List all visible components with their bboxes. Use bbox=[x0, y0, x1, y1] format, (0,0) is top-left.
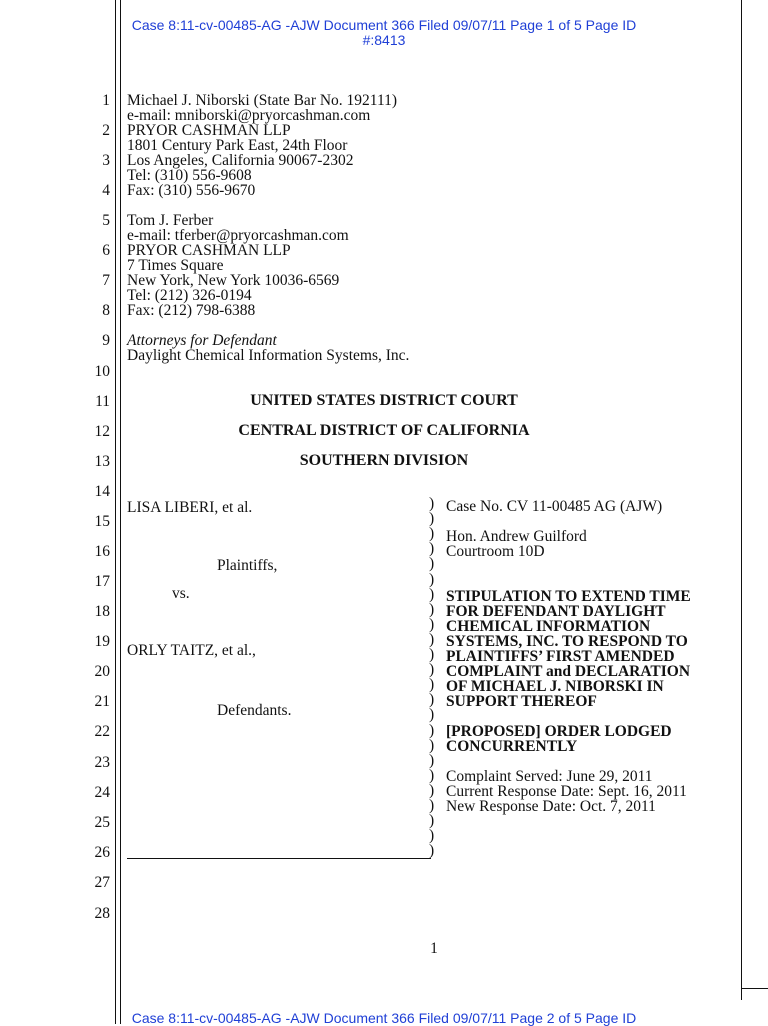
line-number: 11 bbox=[95, 393, 110, 410]
document-title-line-6: COMPLAINT and DECLARATION bbox=[446, 663, 691, 680]
caption-paren: ) bbox=[429, 601, 435, 618]
plaintiff-name: LISA LIBERI, et al. bbox=[127, 499, 253, 516]
document-title-line-1: STIPULATION TO EXTEND TIME bbox=[446, 588, 691, 605]
line-number: 27 bbox=[94, 874, 110, 891]
counsel2-line-6: Tel: (212) 326-0194 bbox=[127, 287, 252, 304]
counsel1-line-1: Michael J. Niborski (State Bar No. 192111) bbox=[127, 92, 398, 109]
page-number: 1 bbox=[430, 940, 438, 957]
caption-paren: ) bbox=[429, 782, 435, 799]
document-title-line-4: SYSTEMS, INC. TO RESPOND TO bbox=[446, 633, 688, 650]
filing-header-line2: #:8413 bbox=[362, 32, 406, 48]
caption-paren: ) bbox=[429, 571, 435, 588]
counsel2-line-4: 7 Times Square bbox=[127, 257, 224, 274]
line-number: 15 bbox=[94, 513, 110, 530]
line-number: 14 bbox=[94, 483, 110, 500]
page-break-mark bbox=[741, 988, 768, 989]
line-number: 22 bbox=[94, 723, 110, 740]
line-number: 26 bbox=[94, 844, 110, 861]
court-district: CENTRAL DISTRICT OF CALIFORNIA bbox=[238, 422, 530, 439]
caption-paren: ) bbox=[429, 510, 435, 527]
plaintiffs-label: Plaintiffs, bbox=[217, 557, 278, 574]
caption-paren: ) bbox=[429, 646, 435, 663]
line-number: 24 bbox=[94, 784, 110, 801]
counsel1-line-6: Tel: (310) 556-9608 bbox=[127, 167, 252, 184]
courtroom: Courtroom 10D bbox=[446, 543, 545, 560]
pleading-margin-line-right bbox=[120, 0, 121, 1024]
attorneys-for-label: Attorneys for Defendant bbox=[127, 332, 277, 349]
line-number: 28 bbox=[94, 905, 110, 922]
order-line-1: [PROPOSED] ORDER LODGED bbox=[446, 723, 672, 740]
line-number: 19 bbox=[94, 633, 110, 650]
line-number: 13 bbox=[94, 453, 110, 470]
caption-paren: ) bbox=[429, 812, 435, 829]
document-title-line-8: SUPPORT THEREOF bbox=[446, 693, 597, 710]
page-edge-line bbox=[741, 0, 742, 1000]
caption-paren: ) bbox=[429, 827, 435, 844]
line-number: 6 bbox=[102, 242, 110, 259]
counsel1-line-2: e-mail: mniborski@pryorcashman.com bbox=[127, 107, 371, 124]
case-number: Case No. CV 11-00485 AG (AJW) bbox=[446, 498, 663, 515]
new-response-date: New Response Date: Oct. 7, 2011 bbox=[446, 798, 656, 815]
line-number: 5 bbox=[102, 212, 110, 229]
caption-paren: ) bbox=[429, 797, 435, 814]
line-number: 16 bbox=[94, 543, 110, 560]
pleading-margin-line-left bbox=[115, 0, 116, 1024]
counsel1-line-3: PRYOR CASHMAN LLP bbox=[127, 122, 291, 139]
caption-paren: ) bbox=[429, 722, 435, 739]
defendants-label: Defendants. bbox=[217, 702, 292, 719]
complaint-served-date: Complaint Served: June 29, 2011 bbox=[446, 768, 653, 785]
filing-header-line1: Case 8:11-cv-00485-AG -AJW Document 366 Filed 09/07/11 Page 1 of 5 Page ID bbox=[131, 17, 637, 33]
line-number: 1 bbox=[102, 92, 110, 109]
caption-paren: ) bbox=[429, 631, 435, 648]
line-number: 20 bbox=[94, 663, 110, 680]
caption-underline bbox=[127, 858, 431, 859]
next-page-header-line1: Case 8:11-cv-00485-AG -AJW Document 366 Filed 09/07/11 Page 2 of 5 Page ID bbox=[131, 1010, 637, 1026]
line-number: 7 bbox=[102, 272, 110, 289]
counsel2-line-3: PRYOR CASHMAN LLP bbox=[127, 242, 291, 259]
document-title-line-2: FOR DEFENDANT DAYLIGHT bbox=[446, 603, 666, 620]
line-number: 2 bbox=[102, 122, 110, 139]
caption-paren: ) bbox=[429, 540, 435, 557]
caption-paren: ) bbox=[429, 752, 435, 769]
caption-paren: ) bbox=[429, 495, 435, 512]
court-division: SOUTHERN DIVISION bbox=[299, 452, 469, 469]
defendant-name: ORLY TAITZ, et al., bbox=[127, 642, 256, 659]
document-title-line-7: OF MICHAEL J. NIBORSKI IN bbox=[446, 678, 664, 695]
line-number: 3 bbox=[102, 152, 110, 169]
line-number: 9 bbox=[102, 332, 110, 349]
client-name: Daylight Chemical Information Systems, Inc. bbox=[127, 347, 410, 364]
line-number: 12 bbox=[94, 423, 110, 440]
line-number: 21 bbox=[94, 693, 110, 710]
counsel2-line-2: e-mail: tferber@pryorcashman.com bbox=[127, 227, 349, 244]
caption-paren: ) bbox=[429, 767, 435, 784]
judge-name: Hon. Andrew Guilford bbox=[446, 528, 587, 545]
versus-label: vs. bbox=[172, 585, 190, 602]
caption-paren: ) bbox=[429, 676, 435, 693]
caption-paren: ) bbox=[429, 706, 435, 723]
caption-paren: ) bbox=[429, 842, 435, 859]
caption-paren: ) bbox=[429, 691, 435, 708]
document-title-line-5: PLAINTIFFS’ FIRST AMENDED bbox=[446, 648, 675, 665]
caption-paren: ) bbox=[429, 737, 435, 754]
caption-paren: ) bbox=[429, 661, 435, 678]
line-number: 25 bbox=[94, 814, 110, 831]
line-number: 18 bbox=[94, 603, 110, 620]
counsel2-line-5: New York, New York 10036-6569 bbox=[127, 272, 340, 289]
counsel1-line-7: Fax: (310) 556-9670 bbox=[127, 182, 256, 199]
counsel2-line-7: Fax: (212) 798-6388 bbox=[127, 302, 256, 319]
line-number: 10 bbox=[94, 363, 110, 380]
court-name: UNITED STATES DISTRICT COURT bbox=[250, 392, 518, 409]
caption-paren: ) bbox=[429, 586, 435, 603]
line-number: 8 bbox=[102, 302, 110, 319]
document-title-line-3: CHEMICAL INFORMATION bbox=[446, 618, 651, 635]
counsel1-line-5: Los Angeles, California 90067-2302 bbox=[127, 152, 354, 169]
order-line-2: CONCURRENTLY bbox=[446, 738, 578, 755]
caption-paren: ) bbox=[429, 525, 435, 542]
caption-paren: ) bbox=[429, 616, 435, 633]
line-number: 23 bbox=[94, 754, 110, 771]
current-response-date: Current Response Date: Sept. 16, 2011 bbox=[446, 783, 687, 800]
counsel2-line-1: Tom J. Ferber bbox=[127, 212, 214, 229]
caption-paren: ) bbox=[429, 555, 435, 572]
line-number: 4 bbox=[102, 182, 110, 199]
counsel1-line-4: 1801 Century Park East, 24th Floor bbox=[127, 137, 348, 154]
line-number: 17 bbox=[94, 573, 110, 590]
